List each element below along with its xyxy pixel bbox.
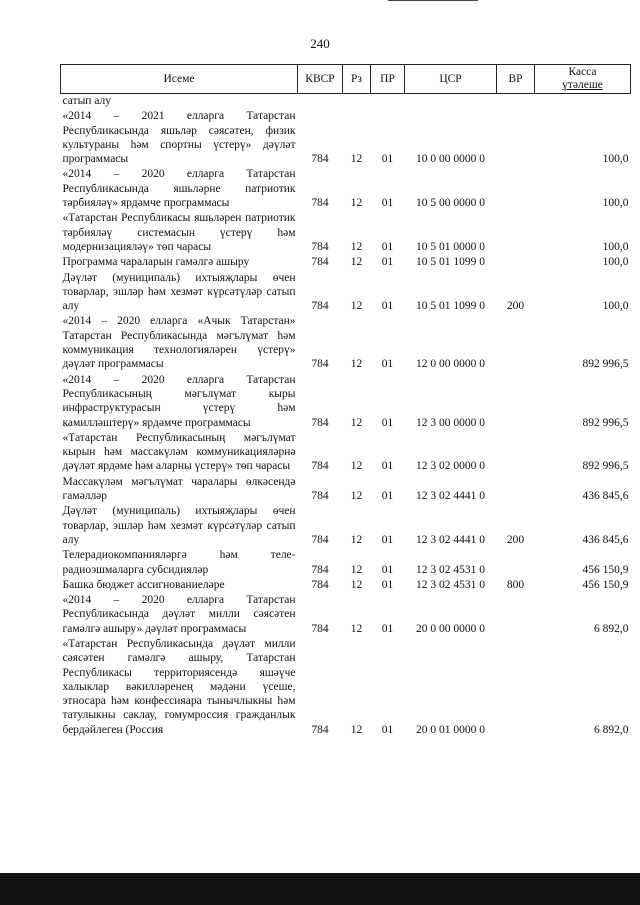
row-rz: 12 (350, 416, 363, 429)
row-csr: 12 0 00 0000 0 (416, 358, 485, 371)
row-vr (497, 94, 535, 110)
row-csr: 12 3 02 4531 0 (416, 563, 485, 576)
row-kvsr: 784 (311, 416, 329, 429)
row-amount: 456 150,9 (582, 563, 629, 576)
row-vr (497, 593, 535, 637)
row-kvsr: 784 (311, 197, 329, 210)
row-vr (497, 431, 535, 475)
header-kassa-line2: үтәлеше (562, 79, 603, 91)
row-rz: 12 (350, 723, 363, 736)
row-csr: 12 3 02 4441 0 (416, 533, 485, 546)
row-kvsr: 784 (311, 460, 329, 473)
row-amount (535, 94, 631, 110)
table-row (61, 314, 631, 372)
row-name: Программа чараларын гамәлгә ашыру (62, 256, 250, 269)
row-name: Телерадиокомпанияләргә һәм теле-радиоэшмаларга субсидияләр (62, 549, 296, 576)
header-kvsr: КВСР (298, 65, 343, 94)
row-pr: 01 (381, 300, 394, 313)
row-csr: 10 0 00 0000 0 (416, 153, 485, 166)
row-kvsr: 784 (311, 563, 329, 576)
row-vr (497, 109, 535, 167)
row-name: «Татарстан Республикасы яшьләрен патриотик тәрбияләү системасын үстерү һәм модернизацияләү» төп чарасы (62, 212, 296, 253)
table-row (61, 548, 631, 578)
row-kvsr: 784 (311, 153, 329, 166)
row-amount: 436 845,6 (582, 490, 629, 503)
row-csr: 10 5 01 0000 0 (416, 240, 485, 253)
row-name: Дәүләт (муниципаль) ихтыяҗлары өчен товарлар, эшләр һәм хезмәт күрсәтүләр сатып алу (62, 505, 296, 546)
row-vr: 200 (506, 533, 525, 546)
row-pr: 01 (381, 490, 394, 503)
row-name: Массакүләм мәгълүмат чаралары өлкәсендә гамәлләр (62, 475, 296, 503)
row-name: «2014 – 2020 елларга «Ачык Татарстан» Татарстан Республикасында мәгълүмат һәм коммуникация технологияләрен үстерү» дәүләт программасы (62, 315, 296, 371)
row-vr (497, 548, 535, 578)
row-rz: 12 (350, 490, 363, 503)
row-kvsr: 784 (311, 578, 329, 591)
row-kvsr: 784 (311, 622, 329, 635)
row-pr: 01 (381, 197, 394, 210)
row-pr: 01 (381, 622, 394, 635)
row-csr: 10 5 00 0000 0 (416, 197, 485, 210)
row-vr (497, 314, 535, 372)
table-row (61, 593, 631, 637)
row-vr (497, 211, 535, 255)
row-amount: 892 996,5 (582, 460, 629, 473)
row-rz (343, 94, 371, 110)
row-name: Дәүләт (муниципаль) ихтыяҗлары өчен товарлар, эшләр һәм хезмәт күрсәтүләр сатып алу (62, 271, 296, 313)
row-pr: 01 (381, 240, 394, 253)
row-kvsr: 784 (311, 490, 329, 503)
row-csr: 12 3 00 0000 0 (416, 416, 485, 429)
page-number: 240 (310, 36, 330, 51)
row-pr: 01 (381, 416, 394, 429)
row-kvsr: 784 (311, 240, 329, 253)
table-row (61, 504, 631, 548)
row-csr: 12 3 02 4531 0 (416, 578, 485, 591)
row-kvsr: 784 (311, 723, 329, 736)
row-vr: 800 (506, 578, 525, 591)
row-kvsr (298, 94, 343, 110)
row-rz: 12 (350, 240, 363, 253)
row-csr: 10 5 01 1099 0 (416, 256, 485, 269)
row-vr (497, 637, 535, 738)
row-pr (371, 94, 405, 110)
row-vr (497, 167, 535, 211)
row-rz: 12 (350, 622, 363, 635)
table-row (61, 255, 631, 270)
header-rz: Рз (343, 65, 371, 94)
row-rz: 12 (350, 197, 363, 210)
row-rz: 12 (350, 578, 363, 591)
table-row (61, 475, 631, 505)
row-csr: 12 3 02 0000 0 (416, 460, 485, 473)
row-kvsr: 784 (311, 300, 329, 313)
row-amount: 6 892,0 (594, 622, 629, 635)
table-row (61, 94, 631, 110)
row-amount: 100,0 (602, 197, 629, 210)
row-rz: 12 (350, 256, 363, 269)
row-amount: 892 996,5 (582, 416, 629, 429)
scan-bottom-border (0, 873, 640, 905)
row-csr: 20 0 01 0000 0 (416, 723, 485, 736)
row-pr: 01 (381, 578, 394, 591)
row-pr: 01 (381, 460, 394, 473)
table-header (61, 65, 631, 94)
header-kassa-line1: Касса (568, 66, 597, 78)
table-row (61, 167, 631, 211)
row-pr: 01 (381, 153, 394, 166)
row-rz: 12 (350, 533, 363, 546)
top-scan-line (388, 0, 478, 1)
row-kvsr: 784 (311, 358, 329, 371)
row-name: «2014 – 2021 елларга Татарстан Республикасында яшьләр сәясәтен, физик культураны һәм спортны үстерү» дәүләт программасы (62, 110, 296, 166)
row-amount: 100,0 (602, 300, 629, 313)
row-name: сатып алу (62, 95, 112, 107)
row-amount: 100,0 (602, 240, 629, 253)
header-csr: ЦСР (405, 65, 497, 94)
budget-table (60, 64, 631, 738)
header-name: Исеме (61, 65, 298, 94)
table-row (61, 271, 631, 315)
row-name: «2014 – 2020 елларга Татарстан Республикасында дәүләт милли сәясәтен гамәлгә ашыру» дәүләт программасы (62, 594, 296, 635)
row-kvsr: 784 (311, 533, 329, 546)
table-body (61, 94, 631, 739)
table-row (61, 637, 631, 738)
row-csr (405, 94, 497, 110)
row-amount: 100,0 (602, 256, 629, 269)
row-vr (497, 255, 535, 270)
row-vr: 200 (506, 300, 525, 313)
row-amount: 456 150,9 (582, 578, 629, 591)
row-rz: 12 (350, 460, 363, 473)
header-vr: ВР (497, 65, 535, 94)
header-pr: ПР (371, 65, 405, 94)
row-pr: 01 (381, 358, 394, 371)
table-row (61, 373, 631, 431)
row-amount: 436 845,6 (582, 533, 629, 546)
row-amount: 100,0 (602, 153, 629, 166)
row-pr: 01 (381, 563, 394, 576)
table-row (61, 109, 631, 167)
table-row (61, 578, 631, 593)
row-csr: 12 3 02 4441 0 (416, 490, 485, 503)
row-name: «2014 – 2020 елларга Татарстан Республикасының мәгълүмат кыры инфраструктурасын үстерү һәм камилләштерү» ярдәмче программасы (62, 373, 296, 429)
table-row (61, 431, 631, 475)
row-pr: 01 (381, 723, 394, 736)
row-vr (497, 373, 535, 431)
row-vr (497, 475, 535, 505)
row-name: «Татарстан Республикасында дәүләт милли сәясәтен гамәлгә ашыру, Татарстан Республикасы территориясендә яшәүче халыклар вәкилләренең мәдәни үсеше, этносара һәм конфессияара тынычлыкны һәм татулыкны саклау, гомумроссия гражданлык бердәйлеген (Россия (62, 637, 296, 736)
budget-table-container (60, 64, 630, 738)
row-name: «Татарстан Республикасының мәгълүмат кырын һәм массакүләм коммуникацияләрнә дәүләт ярдәме һәм аларны үстерү» төп чарасы (62, 431, 296, 473)
row-rz: 12 (350, 563, 363, 576)
row-csr: 10 5 01 1099 0 (416, 300, 485, 313)
row-kvsr: 784 (311, 256, 329, 269)
row-amount: 6 892,0 (594, 723, 629, 736)
header-kassa (535, 65, 631, 94)
row-name: «2014 – 2020 елларга Татарстан Республикасында яшьләрне патриотик тәрбияләү» ярдәмче программасы (62, 168, 296, 210)
row-pr: 01 (381, 256, 394, 269)
row-rz: 12 (350, 358, 363, 371)
row-rz: 12 (350, 153, 363, 166)
row-amount: 892 996,5 (582, 358, 629, 371)
row-csr: 20 0 00 0000 0 (416, 622, 485, 635)
row-pr: 01 (381, 533, 394, 546)
row-rz: 12 (350, 300, 363, 313)
table-row (61, 211, 631, 255)
row-name: Башка бюджет ассигнованиеләре (62, 578, 225, 591)
